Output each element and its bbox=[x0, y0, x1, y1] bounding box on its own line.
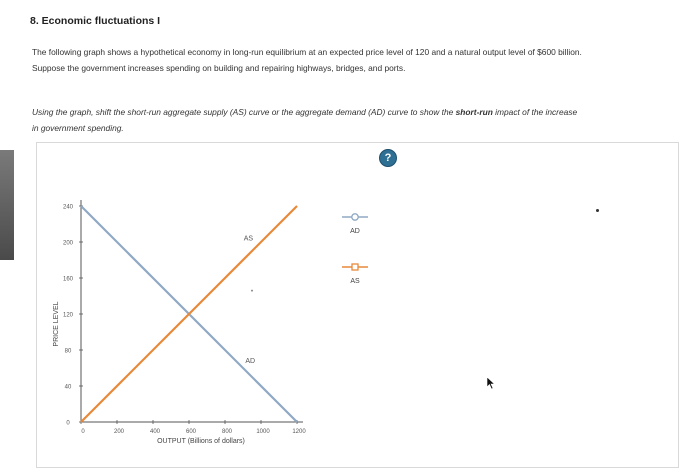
y-tick-label: 80 bbox=[64, 348, 72, 355]
y-tick-label: 200 bbox=[62, 240, 74, 247]
chart-series[interactable] bbox=[81, 206, 297, 422]
y-tick-label: 120 bbox=[62, 312, 74, 319]
ad-tool-handle bbox=[352, 214, 358, 220]
y-tick-label: 0 bbox=[66, 420, 70, 427]
y-tick-label: 40 bbox=[64, 384, 72, 391]
x-tick-label: 0 bbox=[81, 429, 85, 435]
x-tick-label: 200 bbox=[113, 429, 125, 435]
chart-marker bbox=[251, 290, 253, 292]
curve-label-as: AS bbox=[243, 235, 254, 243]
y-tick-label: 160 bbox=[62, 276, 74, 283]
tool-as[interactable] bbox=[340, 262, 370, 285]
x-tick-label: 400 bbox=[149, 429, 161, 435]
instruction-text: Using the graph, shift the short-run aggregate supply (AS) curve or the aggregate demand (AD) curve to show the bbox=[32, 107, 456, 117]
x-tick-label: 800 bbox=[221, 429, 233, 435]
x-axis-label: OUTPUT (Billions of dollars) bbox=[157, 438, 245, 445]
instruction-emphasis: short-run bbox=[455, 107, 493, 117]
help-icon[interactable]: ? bbox=[379, 149, 397, 167]
y-axis-label: PRICE LEVEL bbox=[53, 301, 60, 347]
ad-line-tool-icon bbox=[340, 212, 370, 222]
y-tick-label: 240 bbox=[62, 204, 74, 211]
tool-as-label: AS bbox=[350, 278, 360, 285]
curve-label-ad: AD bbox=[245, 357, 256, 365]
mouse-cursor-icon bbox=[486, 376, 496, 390]
tool-ad[interactable] bbox=[340, 212, 370, 235]
as-line-tool-icon bbox=[340, 262, 370, 272]
tool-ad-label: AD bbox=[350, 228, 360, 235]
question-heading: 8. Economic fluctuations I bbox=[30, 15, 161, 27]
instruction-text-end: impact of the increase bbox=[492, 107, 578, 117]
intro-line-1: The following graph shows a hypothetical economy in long-run equilibrium at an expected price level of 120 and a natural output level of $600 billion. bbox=[32, 47, 582, 57]
x-tick-label: 1200 bbox=[292, 429, 306, 435]
intro-line-2: Suppose the government increases spending on building and repairing highways, bridges, and ports. bbox=[32, 63, 406, 73]
x-tick-label: 600 bbox=[185, 429, 197, 435]
stray-dot bbox=[596, 209, 599, 212]
instruction-line-2: in government spending. bbox=[32, 123, 124, 133]
x-tick-label: 1000 bbox=[256, 429, 270, 435]
as-tool-handle bbox=[352, 264, 358, 270]
